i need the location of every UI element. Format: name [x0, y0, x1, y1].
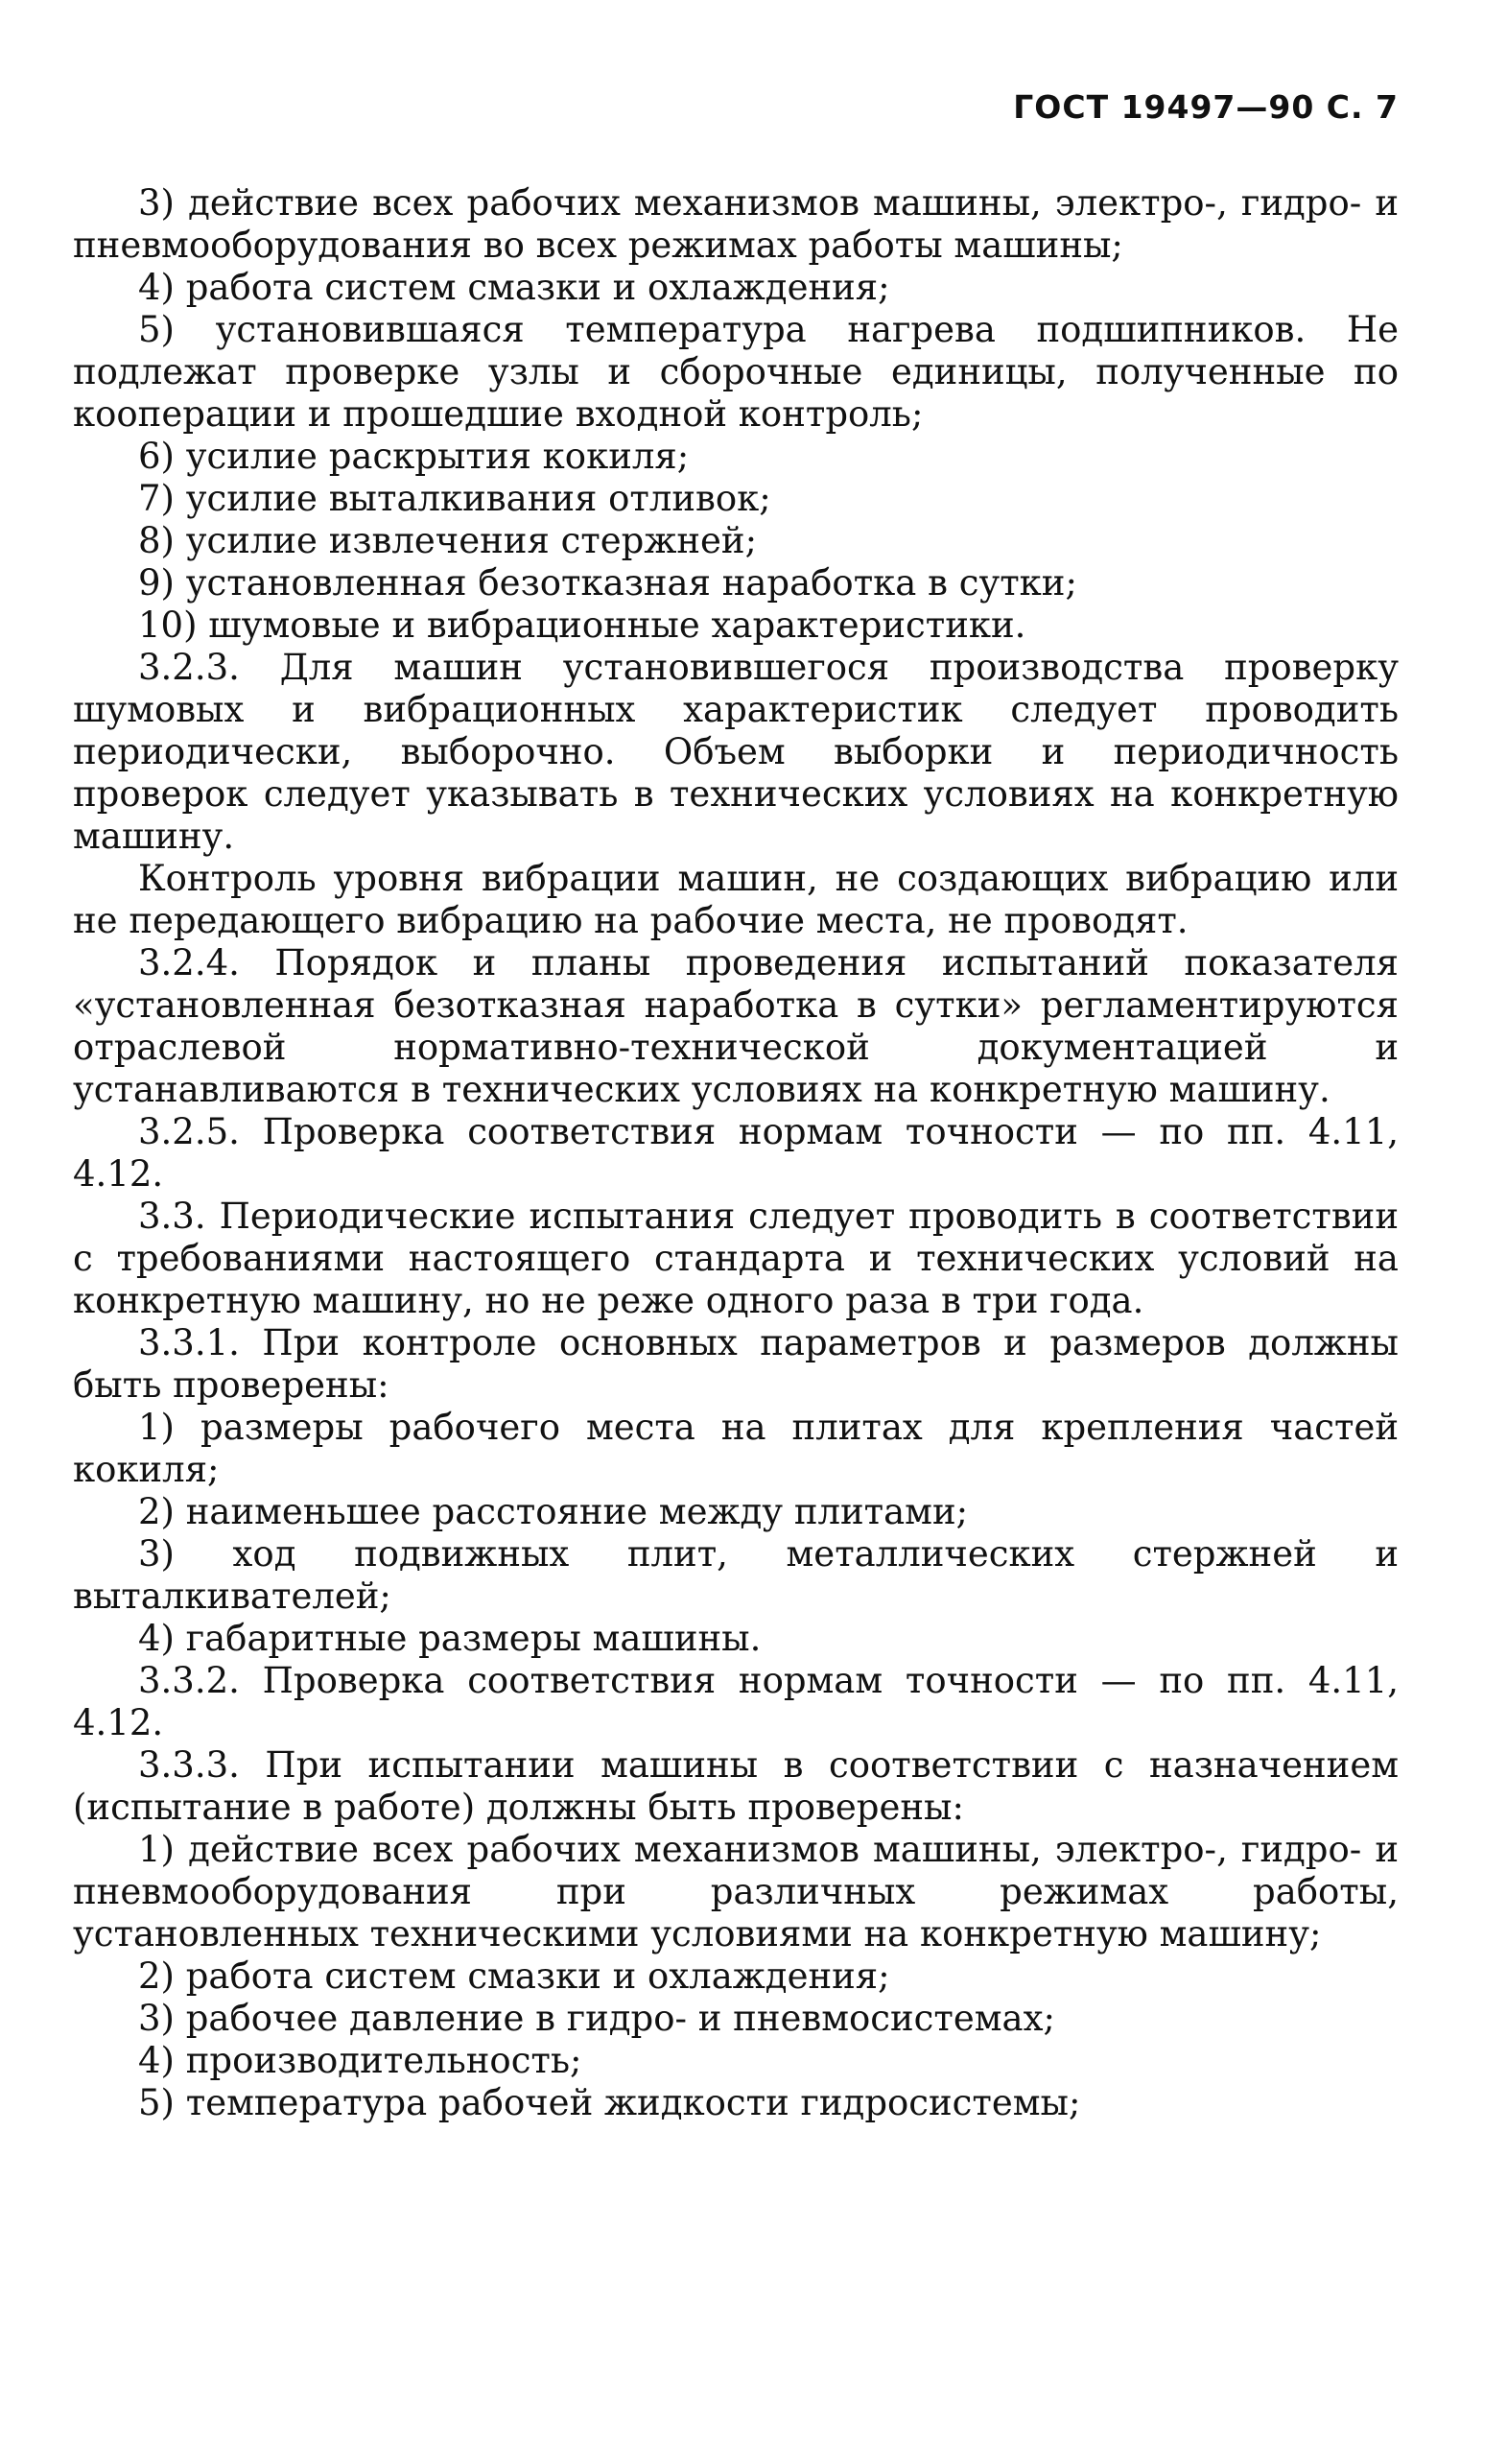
section-3-2-3: 3.2.3. Для машин установившегося производства проверку шумовых и вибрационных характеристик следует проводить периодически, выборочно. Объем выборки и периодичность проверок следует указывать в технических условиях на конкретную машину. [73, 647, 1399, 857]
vibration-control-paragraph: Контроль уровня вибрации машин, не создающих вибрацию или не передающего вибрацию на рабочие места, не проводят. [73, 858, 1399, 941]
list-item-4-lubrication: 4) работа систем смазки и охлаждения; [138, 267, 890, 308]
list-item-1-mechanisms-modes: 1) действие всех рабочих механизмов машины, электро-, гидро- и пневмооборудования при различных режимах работы, установленных техническими условиями на конкретную машину; [73, 1829, 1399, 1955]
list-item-6-mold-opening-force: 6) усилие раскрытия кокиля; [138, 436, 690, 477]
section-3-3-2: 3.3.2. Проверка соответствия нормам точности — по пп. 4.11, 4.12. [73, 1660, 1399, 1743]
list-item-10-noise-vibration: 10) шумовые и вибрационные характеристики. [138, 604, 1026, 646]
section-3-2-5: 3.2.5. Проверка соответствия нормам точности — по пп. 4.11, 4.12. [73, 1111, 1399, 1195]
list-item-2-plate-distance: 2) наименьшее расстояние между плитами; [138, 1491, 969, 1532]
list-item-1-workspace-size: 1) размеры рабочего места на плитах для крепления частей кокиля; [73, 1407, 1399, 1490]
list-item-7-ejection-force: 7) усилие выталкивания отливок; [138, 478, 771, 519]
list-item-3-mechanisms: 3) действие всех рабочих механизмов машины, электро-, гидро- и пневмооборудования во всех режимах работы машины; [73, 182, 1399, 266]
document-body [73, 182, 1399, 2124]
section-3-3-1: 3.3.1. При контроле основных параметров и размеров должны быть проверены: [73, 1322, 1399, 1406]
list-item-2-lubrication: 2) работа систем смазки и охлаждения; [138, 1955, 890, 1997]
list-item-3-plate-travel: 3) ход подвижных плит, металлических стержней и выталкивателей; [73, 1533, 1399, 1617]
page-header: ГОСТ 19497—90 С. 7 [1013, 88, 1399, 126]
list-item-4-overall-dimensions: 4) габаритные размеры машины. [138, 1618, 762, 1659]
list-item-3-working-pressure: 3) рабочее давление в гидро- и пневмосистемах; [138, 1998, 1055, 2039]
section-3-3: 3.3. Периодические испытания следует проводить в соответствии с требованиями настоящего стандарта и технических условий на конкретную машину, но не реже одного раза в три года. [73, 1196, 1399, 1321]
list-item-8-core-extraction-force: 8) усилие извлечения стержней; [138, 520, 758, 561]
list-item-9-uptime: 9) установленная безотказная наработка в сутки; [138, 562, 1077, 604]
section-3-2-4: 3.2.4. Порядок и планы проведения испытаний показателя «установленная безотказная наработка в сутки» регламентируются отраслевой нормативно-технической документацией и устанавливаются в технических условиях на конкретную машину. [73, 942, 1399, 1110]
list-item-5-fluid-temperature: 5) температура рабочей жидкости гидросистемы; [138, 2082, 1081, 2123]
list-item-5-bearing-temperature: 5) установившаяся температура нагрева подшипников. Не подлежат проверке узлы и сборочные единицы, полученные по кооперации и прошедшие входной контроль; [73, 309, 1399, 435]
list-item-4-productivity: 4) производительность; [138, 2040, 582, 2081]
section-3-3-3: 3.3.3. При испытании машины в соответствии с назначением (испытание в работе) должны быть проверены: [73, 1744, 1399, 1828]
